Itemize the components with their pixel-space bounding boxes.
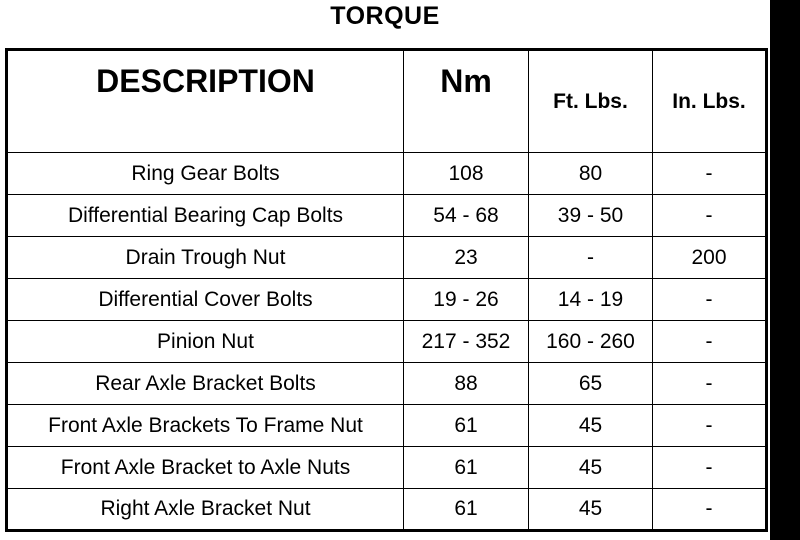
cell-ft-lbs: 14 - 19 bbox=[529, 279, 653, 321]
cell-in-lbs: - bbox=[653, 321, 767, 363]
table-row bbox=[7, 489, 767, 531]
cell-nm: 88 bbox=[404, 363, 529, 405]
cell-in-lbs: - bbox=[653, 363, 767, 405]
cell-description: Ring Gear Bolts bbox=[7, 153, 404, 195]
cell-description: Differential Bearing Cap Bolts bbox=[7, 195, 404, 237]
header-ft-lbs: Ft. Lbs. bbox=[529, 50, 653, 153]
cell-ft-lbs: 160 - 260 bbox=[529, 321, 653, 363]
cell-description: Front Axle Bracket to Axle Nuts bbox=[7, 447, 404, 489]
table-row bbox=[7, 321, 767, 363]
cell-nm: 61 bbox=[404, 447, 529, 489]
cell-ft-lbs: - bbox=[529, 237, 653, 279]
cell-ft-lbs: 45 bbox=[529, 447, 653, 489]
cell-nm: 61 bbox=[404, 489, 529, 531]
cell-ft-lbs: 45 bbox=[529, 489, 653, 531]
header-description: DESCRIPTION bbox=[7, 50, 404, 153]
cell-ft-lbs: 45 bbox=[529, 405, 653, 447]
cell-in-lbs: - bbox=[653, 489, 767, 531]
cell-in-lbs: - bbox=[653, 279, 767, 321]
cell-description: Right Axle Bracket Nut bbox=[7, 489, 404, 531]
table-row bbox=[7, 405, 767, 447]
header-in-lbs: In. Lbs. bbox=[653, 50, 767, 153]
cell-description: Front Axle Brackets To Frame Nut bbox=[7, 405, 404, 447]
cell-nm: 61 bbox=[404, 405, 529, 447]
cell-in-lbs: 200 bbox=[653, 237, 767, 279]
cell-ft-lbs: 65 bbox=[529, 363, 653, 405]
cell-nm: 217 - 352 bbox=[404, 321, 529, 363]
cell-description: Drain Trough Nut bbox=[7, 237, 404, 279]
cell-in-lbs: - bbox=[653, 405, 767, 447]
cell-in-lbs: - bbox=[653, 447, 767, 489]
cell-description: Pinion Nut bbox=[7, 321, 404, 363]
header-row bbox=[7, 50, 767, 153]
table-row bbox=[7, 363, 767, 405]
cell-description: Rear Axle Bracket Bolts bbox=[7, 363, 404, 405]
cell-nm: 19 - 26 bbox=[404, 279, 529, 321]
header-nm: Nm bbox=[404, 50, 529, 153]
cell-nm: 108 bbox=[404, 153, 529, 195]
cell-description: Differential Cover Bolts bbox=[7, 279, 404, 321]
table-row bbox=[7, 195, 767, 237]
cell-nm: 54 - 68 bbox=[404, 195, 529, 237]
table-row bbox=[7, 447, 767, 489]
page-title: TORQUE bbox=[330, 2, 440, 30]
table-row bbox=[7, 279, 767, 321]
torque-table bbox=[5, 48, 768, 532]
cell-ft-lbs: 39 - 50 bbox=[529, 195, 653, 237]
cell-in-lbs: - bbox=[653, 195, 767, 237]
cell-nm: 23 bbox=[404, 237, 529, 279]
cell-ft-lbs: 80 bbox=[529, 153, 653, 195]
table-row bbox=[7, 153, 767, 195]
right-edge-bar bbox=[770, 0, 800, 540]
cell-in-lbs: - bbox=[653, 153, 767, 195]
table-row bbox=[7, 237, 767, 279]
